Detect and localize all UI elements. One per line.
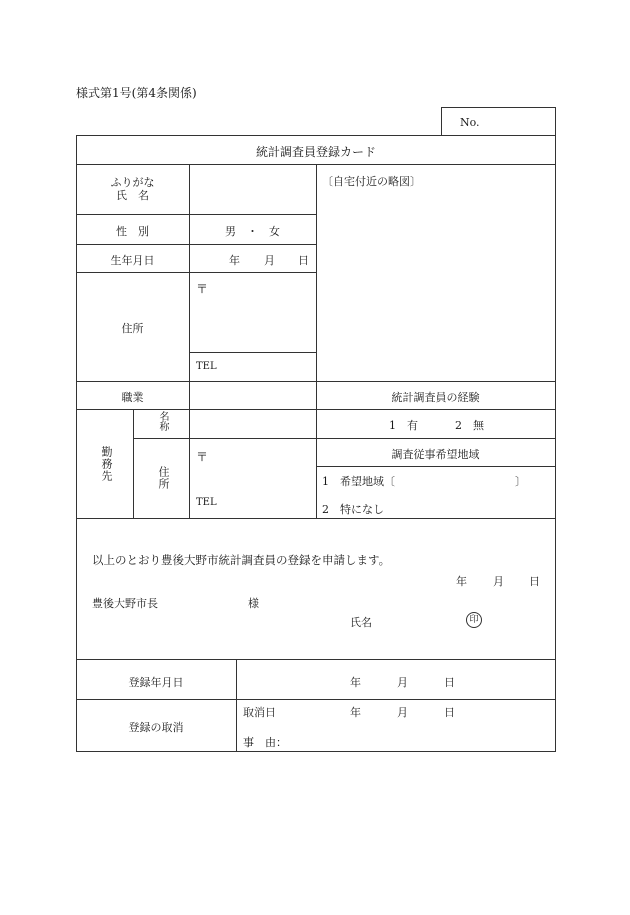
addressee: 豊後大野市長 [92,597,158,610]
application-year-label: 年 [456,575,467,588]
gender-options[interactable]: 男 ・ 女 [225,225,280,238]
desired-area-option2[interactable]: 2 特になし [322,503,384,516]
birthdate-label: 生年月日 [110,254,155,267]
address-tel-divider [189,352,316,353]
workplace-row-divider [76,518,556,519]
address-postal-mark: 〒 [196,282,209,296]
gender-label: 性 別 [116,225,149,238]
experience-no-option[interactable]: 2 無 [455,419,484,432]
work-postal-mark: 〒 [196,450,209,464]
cancellation-date-label: 取消日 [243,706,276,719]
frame-bottom [76,751,556,752]
cancellation-day-label: 日 [444,706,455,719]
frame-top [76,135,556,136]
birthdate-day-label: 日 [298,254,309,267]
experience-label: 統計調査員の経験 [391,391,480,404]
name-row-divider [76,214,316,215]
work-tel-label: TEL [196,497,217,508]
work-name-label: 名称 [157,411,168,431]
work-address-label: 住所 [157,466,170,490]
birthdate-month-label: 月 [264,254,275,267]
applicant-name-input[interactable] [380,610,465,630]
map-label: 〔自宅付近の略図〕 [322,175,421,188]
no-box-top-border [441,107,555,108]
birthdate-year-label: 年 [229,254,240,267]
honorific: 様 [248,597,259,610]
desired-area-option1[interactable]: 1 希望地域〔 [322,475,395,488]
name-input-cell[interactable] [190,165,315,213]
desired-area-bracket-close: 〕 [515,475,526,488]
no-box-left-border [441,107,442,135]
cancellation-month-label: 月 [397,706,408,719]
no-box-right-border [555,107,556,135]
applicant-name-label: 氏名 [350,616,372,629]
occupation-input-cell[interactable] [190,382,315,408]
form-number: 様式第1号(第4条関係) [76,86,197,100]
card-title: 統計調査員登録カード [255,145,376,159]
map-drawing-area[interactable] [317,165,555,380]
address-tel-label: TEL [196,361,217,372]
cancellation-reason-label: 事 由： [243,736,287,749]
registration-column-divider [236,659,237,751]
occupation-label: 職業 [121,391,144,404]
application-row-divider [76,659,556,660]
address-label: 住所 [121,322,144,335]
furigana-label: ふりがな [110,176,155,189]
application-day-label: 日 [529,575,540,588]
cancellation-label: 登録の取消 [128,721,184,734]
name-label-block [76,176,189,202]
workplace-label: 勤務先 [100,446,113,482]
application-month-label: 月 [493,575,504,588]
no-label: No. [460,116,480,129]
registration-date-row-divider [76,699,556,700]
gender-row-divider [76,244,316,245]
work-name-input-cell[interactable] [190,410,315,437]
experience-yes-option[interactable]: 1 有 [389,419,418,432]
cancellation-year-label: 年 [350,706,361,719]
registration-month-label: 月 [397,676,408,689]
registration-year-label: 年 [350,676,361,689]
desired-area-label: 調査従事希望地域 [391,448,480,461]
registration-date-label: 登録年月日 [128,676,184,689]
desired-area-header-divider [316,466,556,467]
workplace-sub-column-divider [133,409,134,518]
application-statement: 以上のとおり豊後大野市統計調査員の登録を申請します。 [92,553,391,567]
address-input-cell[interactable] [190,273,315,351]
name-label: 氏 名 [116,189,149,202]
registration-day-label: 日 [444,676,455,689]
seal-icon: 印 [466,612,482,628]
